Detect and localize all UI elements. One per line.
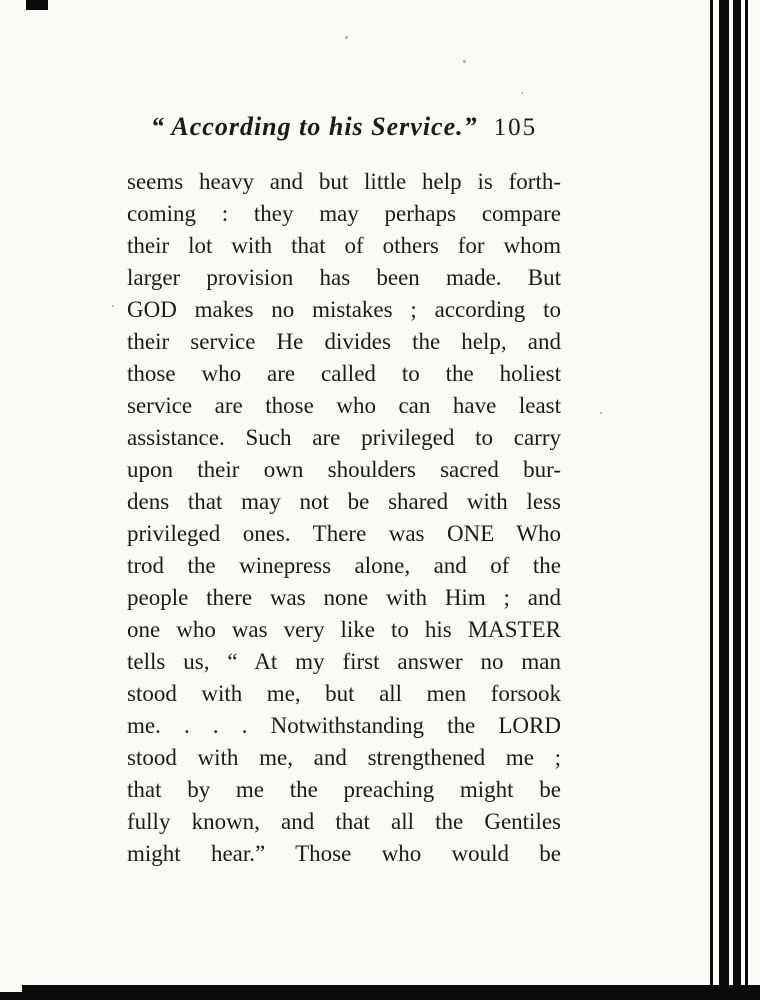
scan-speckle	[463, 60, 466, 63]
body-text	[127, 166, 561, 870]
body-text-line: seems heavy and but little help is forth-	[127, 169, 561, 194]
text-column	[127, 112, 561, 870]
running-header	[127, 112, 561, 144]
body-text-line: stood with me, and strengthened me ;	[127, 745, 561, 770]
running-header-title: “ According to his Service.”	[150, 112, 478, 141]
scan-speckle	[600, 412, 602, 414]
body-text-line: one who was very like to his MASTER	[127, 617, 561, 642]
body-text-line: larger provision has been made. But	[127, 265, 561, 290]
body-text-line: fully known, and that all the Gentiles	[127, 809, 561, 834]
body-text-line: service are those who can have least	[127, 393, 561, 418]
body-text-line: their service He divides the help, and	[127, 329, 561, 354]
body-text-line: dens that may not be shared with less	[127, 489, 561, 514]
body-text-line: me. . . . Notwithstanding the LORD	[127, 713, 561, 738]
scan-edge-mark	[26, 0, 48, 10]
scan-speckle	[345, 36, 348, 39]
body-text-line: those who are called to the holiest	[127, 361, 561, 386]
body-text-line: tells us, “ At my first answer no man	[127, 649, 561, 674]
scan-binding-bar	[733, 0, 741, 1000]
scan-bottom-bar	[22, 985, 760, 1000]
body-text-line: coming : they may perhaps compare	[127, 201, 561, 226]
scan-bottom-smudge	[0, 992, 40, 1000]
body-text-line: people there was none with Him ; and	[127, 585, 561, 610]
body-text-line: privileged ones. There was ONE Who	[127, 521, 561, 546]
body-text-line: assistance. Such are privileged to carry	[127, 425, 561, 450]
page-number: 105	[493, 114, 538, 141]
body-text-line: that by me the preaching might be	[127, 777, 561, 802]
body-text-line: trod the winepress alone, and of the	[127, 553, 561, 578]
body-text-line: their lot with that of others for whom	[127, 233, 561, 258]
scan-binding-bar	[719, 0, 729, 1000]
body-text-line: upon their own shoulders sacred bur-	[127, 457, 561, 482]
scan-binding-bar	[710, 0, 713, 1000]
body-text-line: might hear.” Those who would be	[127, 841, 561, 866]
body-text-line: GOD makes no mistakes ; according to	[127, 297, 561, 322]
scan-binding-bar	[745, 0, 748, 1000]
scan-speckle	[521, 92, 523, 94]
body-text-line: stood with me, but all men forsook	[127, 681, 561, 706]
scan-speckle	[112, 305, 114, 307]
